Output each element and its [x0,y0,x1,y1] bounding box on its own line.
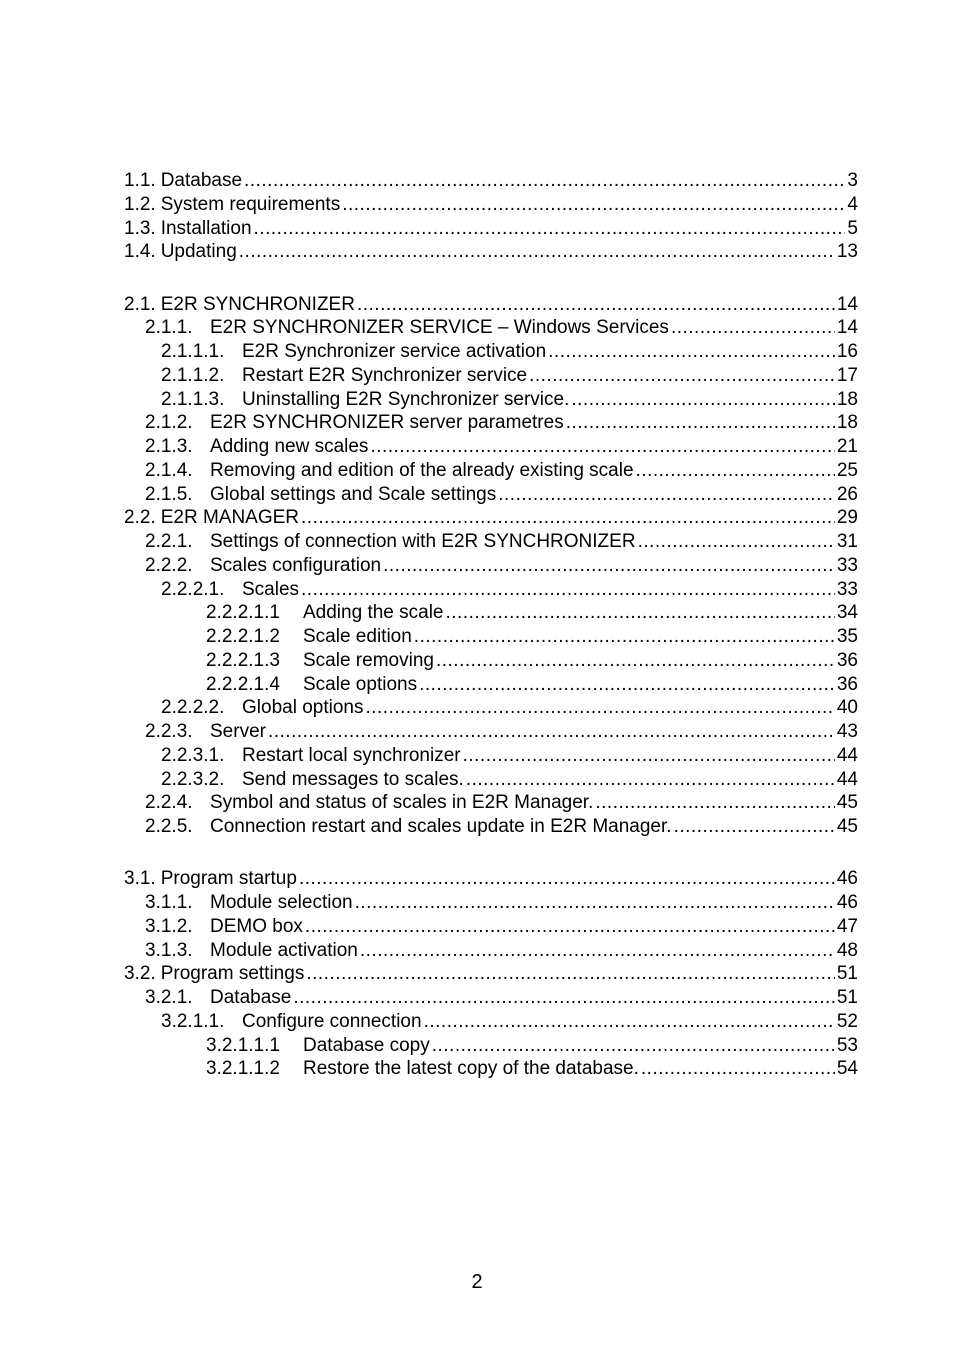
dot-leader [641,1057,835,1081]
toc-entry-title: Settings of connection with E2R SYNCHRONIZER [210,531,636,552]
toc-entry-number: 2.2. [124,507,156,529]
toc-group [124,867,858,1081]
toc-entry-title: Send messages to scales. [242,768,464,790]
dot-leader [638,530,835,554]
toc-entry-page: 48 [836,939,858,961]
toc-entry[interactable] [124,483,858,507]
toc-entry-page: 35 [836,626,858,647]
toc-entry-title: System requirements [160,193,341,215]
toc-entry[interactable] [124,815,858,839]
toc-group [124,293,858,839]
toc-entry-number: 2.2.2. [145,554,193,576]
toc-entry-number: 3.1.1. [145,892,193,913]
toc-entry-title: E2R MANAGER [160,507,300,529]
dot-leader [383,554,835,578]
toc-entry-page: 31 [836,531,858,552]
toc-entry-page: 34 [836,602,858,624]
toc-entry-page: 36 [836,649,858,671]
toc-entry[interactable] [124,625,858,649]
dot-leader [636,459,835,483]
toc-entry-page: 18 [836,388,858,410]
dot-leader [301,506,835,530]
dot-leader [671,316,835,340]
toc-entry-title: Program settings [160,963,305,985]
toc-entry-number: 2.1.5. [145,483,193,505]
toc-entry-number: 2.2.5. [145,816,193,837]
toc-entry[interactable] [124,986,858,1010]
toc-entry-page: 18 [836,412,858,434]
toc-entry-title: Restore the latest copy of the database. [303,1058,639,1080]
toc-entry[interactable] [124,1057,858,1081]
dot-leader [301,578,835,602]
toc-entry-page: 43 [836,721,858,742]
toc-entry-title: Scale removing [303,649,434,671]
toc-entry-number: 2.2.1. [145,531,193,552]
toc-entry-number: 2.2.2.1.3 [206,649,280,671]
toc-entry-number: 2.1.1.1. [161,341,225,362]
toc-entry-title: Scale edition [303,626,412,647]
dot-leader [498,483,835,507]
toc-entry[interactable] [124,411,858,435]
toc-entry-page: 51 [836,987,858,1008]
toc-entry-title: Symbol and status of scales in E2R Manager. [210,792,594,814]
toc-entry-number: 2.2.3.1. [161,744,225,766]
toc-entry[interactable] [124,240,858,264]
toc-entry-page: 33 [836,578,858,600]
toc-entry-title: Scales configuration [210,554,382,576]
toc-entry-number: 2.2.2.1.4 [206,673,280,695]
toc-entry[interactable] [124,578,858,602]
toc-entry-title: E2R SYNCHRONIZER SERVICE – Windows Services [210,317,669,339]
toc-entry-page: 14 [836,293,858,315]
toc-entry[interactable] [124,364,858,388]
toc-entry-page: 33 [836,554,858,576]
toc-entry[interactable] [124,1034,858,1058]
page-number: 2 [471,1271,483,1293]
toc-entry[interactable] [124,939,858,963]
dot-leader [365,696,834,720]
toc-entry-number: 2.1. [124,293,156,315]
toc-entry-title: E2R SYNCHRONIZER [160,293,355,315]
toc-entry[interactable] [124,293,858,317]
toc-entry-title: Configure connection [242,1010,422,1032]
toc-entry-page: 13 [836,241,858,263]
toc-entry[interactable] [124,193,858,217]
toc-entry-title: Global settings and Scale settings [210,483,497,505]
dot-leader [419,673,835,697]
toc-entry[interactable] [124,768,858,792]
dot-leader [342,193,845,217]
toc-entry-page: 46 [836,868,858,890]
toc-group [124,169,858,264]
toc-entry-number: 3.1.3. [145,939,193,961]
toc-entry-title: Database [160,170,243,191]
toc-entry-number: 1.2. [124,193,156,215]
toc-entry[interactable] [124,340,858,364]
toc-entry-number: 2.2.3. [145,721,193,742]
toc-entry-number: 2.1.1.3. [161,388,225,410]
toc-entry[interactable] [124,435,858,459]
dot-leader [355,891,835,915]
toc-entry-page: 14 [836,317,858,339]
dot-leader [571,388,834,412]
dot-leader [414,625,835,649]
toc-entry[interactable] [124,601,858,625]
toc-entry-number: 2.1.4. [145,459,193,481]
toc-entry-title: Database copy [303,1034,430,1056]
toc-entry[interactable] [124,696,858,720]
dot-leader [306,962,835,986]
toc-entry-title: Scales [242,578,300,600]
toc-entry-title: Scale options [303,673,418,695]
toc-entry-page: 44 [836,768,858,790]
toc-entry-number: 1.1. [124,170,156,191]
toc-entry-number: 3.2. [124,963,156,985]
toc-entry-number: 2.1.2. [145,412,193,434]
toc-entry[interactable] [124,506,858,530]
toc-entry-title: E2R Synchronizer service activation [242,341,547,362]
toc-entry[interactable] [124,867,858,891]
toc-entry-page: 52 [836,1010,858,1032]
toc-entry-number: 3.2.1.1.2 [206,1058,280,1080]
toc-entry-page: 46 [836,892,858,913]
dot-leader [446,601,835,625]
toc-entry-title: Installation [160,217,252,239]
toc-entry-page: 51 [836,963,858,985]
toc-entry[interactable] [124,459,858,483]
toc-entry-page: 54 [836,1058,858,1080]
toc-entry-number: 2.2.2.1. [161,578,225,600]
toc-entry-title: Module selection [210,892,353,913]
dot-leader [529,364,835,388]
toc-entry-number: 2.1.1.2. [161,364,225,386]
dot-leader [293,986,835,1010]
toc-entry-page: 21 [836,436,858,457]
toc-entry-page: 45 [836,816,858,837]
toc-entry-number: 3.1. [124,868,156,890]
table-of-contents [124,169,858,1110]
toc-entry[interactable] [124,891,858,915]
dot-leader [305,915,835,939]
toc-entry-number: 3.2.1.1. [161,1010,225,1032]
toc-entry-page: 17 [836,364,858,386]
dot-leader [436,649,835,673]
toc-entry-page: 47 [836,915,858,937]
toc-entry-number: 3.2.1.1.1 [206,1034,280,1056]
toc-entry-title: Restart E2R Synchronizer service [242,364,528,386]
toc-entry-number: 2.2.2.1.2 [206,626,280,647]
toc-entry-page: 45 [836,792,858,814]
toc-entry-page: 25 [836,459,858,481]
toc-entry-page: 26 [836,483,858,505]
toc-entry-title: Global options [242,697,364,719]
toc-entry[interactable] [124,316,858,340]
toc-entry-title: Restart local synchronizer [242,744,461,766]
toc-entry-page: 40 [836,697,858,719]
toc-entry-title: Removing and edition of the already existing scale [210,459,634,481]
toc-entry[interactable] [124,388,858,412]
dot-leader [357,293,835,317]
toc-entry-title: Uninstalling E2R Synchronizer service. [242,388,570,410]
toc-entry-number: 2.2.2.1.1 [206,602,280,624]
toc-entry-page: 4 [847,193,858,215]
toc-entry[interactable] [124,217,858,241]
toc-entry[interactable] [124,554,858,578]
toc-entry-page: 29 [836,507,858,529]
toc-entry[interactable] [124,1010,858,1034]
dot-leader [254,217,846,241]
toc-entry-number: 3.1.2. [145,915,193,937]
dot-leader [674,815,835,839]
dot-leader [432,1034,835,1058]
toc-entry-title: Database [210,987,292,1008]
toc-entry-title: E2R SYNCHRONIZER server parametres [210,412,564,434]
toc-entry-title: Connection restart and scales update in E2R Manager. [210,816,672,837]
dot-leader [424,1010,835,1034]
dot-leader [239,240,835,264]
dot-leader [566,411,835,435]
toc-entry-number: 1.3. [124,217,156,239]
dot-leader [463,744,835,768]
toc-entry-number: 1.4. [124,241,156,263]
toc-entry-title: Updating [160,241,237,263]
toc-entry[interactable] [124,673,858,697]
dot-leader [299,867,835,891]
toc-entry[interactable] [124,915,858,939]
toc-entry-page: 36 [836,673,858,695]
dot-leader [268,720,835,744]
toc-entry-number: 2.2.3.2. [161,768,225,790]
toc-entry-number: 2.2.2.2. [161,697,225,719]
toc-entry-page: 44 [836,744,858,766]
toc-entry-number: 2.1.1. [145,317,193,339]
dot-leader [244,169,845,193]
dot-leader [595,791,834,815]
toc-entry-page: 5 [847,217,858,239]
toc-entry-number: 3.2.1. [145,987,193,1008]
toc-entry-title: Adding new scales [210,436,369,457]
toc-entry[interactable] [124,169,858,193]
toc-entry-number: 2.1.3. [145,436,193,457]
toc-entry-number: 2.2.4. [145,792,193,814]
toc-entry-title: Program startup [160,868,297,890]
toc-entry[interactable] [124,791,858,815]
dot-leader [360,939,835,963]
toc-entry[interactable] [124,649,858,673]
dot-leader [466,768,835,792]
toc-entry[interactable] [124,744,858,768]
toc-entry-page: 53 [836,1034,858,1056]
toc-entry[interactable] [124,720,858,744]
toc-entry-title: Module activation [210,939,358,961]
dot-leader [548,340,835,364]
toc-entry-page: 3 [847,170,858,191]
toc-entry-title: Adding the scale [303,602,444,624]
toc-entry[interactable] [124,962,858,986]
toc-entry-title: DEMO box [210,915,303,937]
toc-entry-title: Server [210,721,266,742]
toc-entry[interactable] [124,530,858,554]
dot-leader [370,435,834,459]
toc-entry-page: 16 [836,341,858,362]
